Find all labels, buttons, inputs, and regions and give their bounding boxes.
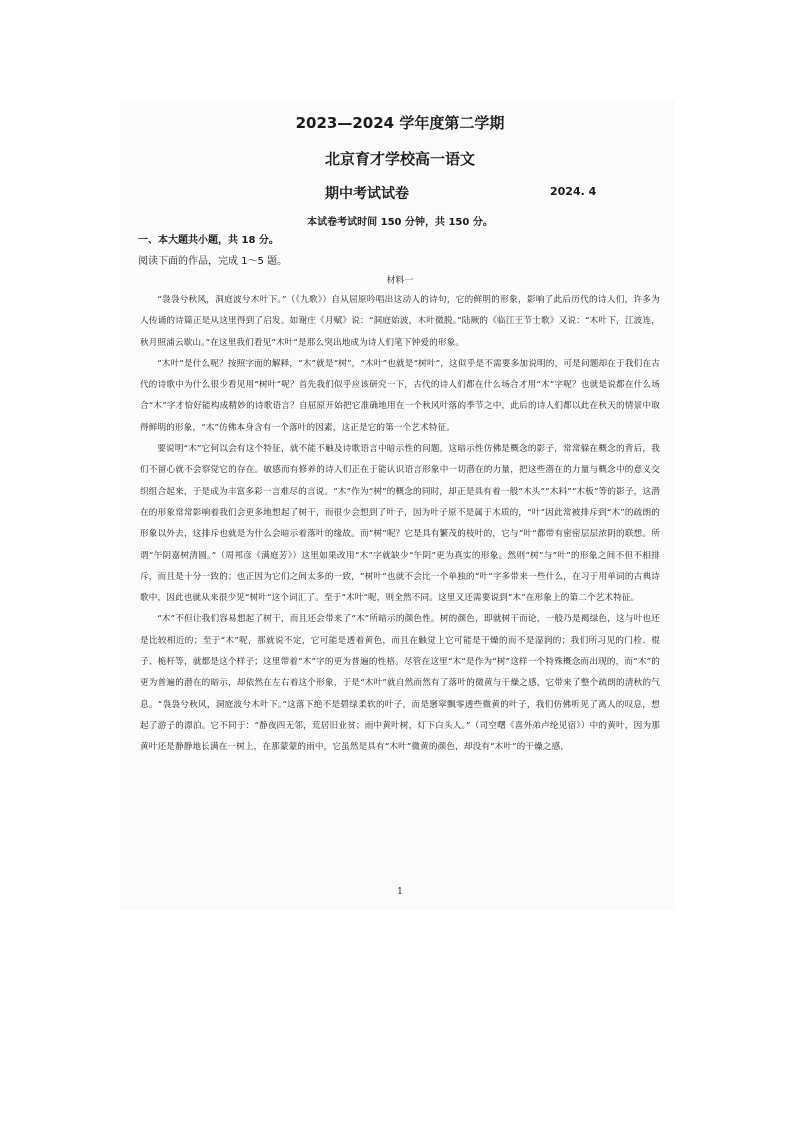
paragraph: 要说明“木”它何以会有这个特征，就不能不触及诗歌语言中暗示性的问题，这暗示性仿佛是概念的影子，常常躲在概念的背后，我们不留心就不会察觉它的存在。敏感而有修养的诗人们正在于能认识语言形象中一切潜在的力量，把这些潜在的力量与概念中的意义交织组合起来，于是成为丰富多彩一言难尽的言说。“木”作为“树”的概念的同时，却正是具有着一般“木头”“木料”“木板”等的影子，这潜在的形象常常影响着我们会更多地想起了树干，而很少会想到了叶子，因为叶子原不是属于木质的，“叶”因此常被排斥到“木”的疏朗的形象以外去，这排斥也就是为什么会暗示着落叶的缘故。而“树”呢？它是具有繁茂的枝叶的，它与“叶”都带有密密层层浓阴的联想。所谓“午阴嘉树清圆。”（周邦彦《满庭芳》）这里如果改用“木”字就缺少“午阴”更为真实的形象。然则“树”与“叶”的形象之间不但不相排斥，而且是十分一致的；也正因为它们之间太多的一致，“树叶”也就不会比一个单独的“叶”字多带来一些什么，在习于用单词的古典诗歌中，因此也就从来很少见“树叶”这个词汇了。至于“木叶”呢，则全然不同。这里又还需要说到“木”在形象上的第二个艺术特征。 xyxy=(140,444,660,604)
page-number: 1 xyxy=(397,887,403,897)
section-instruction: 阅读下面的作品，完成 1～5 题。 xyxy=(138,256,288,267)
exam-note: 本试卷考试时间 150 分钟，共 150 分。 xyxy=(307,217,493,228)
paragraph: “木”不但让我们容易想起了树干，而且还会带来了“木”所暗示的颜色性。树的颜色，即就树干而论，一般乃是褐绿色，这与叶也还是比较相近的；至于“木”呢，那就说不定，它可能是透着黄色，而且在触觉上它可能是干燥的而不是湿润的；我们所习见的门栓、棍子、桅杆等，就都是这个样子；这里带着“木”字的更为普遍的性格。尽管在这里“木”是作为“树”这样一个特殊概念而出现的，而“木”的更为普遍的潜在的暗示，却依然在左右着这个形象，于是“木叶”就自然而然有了落叶的微黄与干燥之感，它带来了整个疏朗的清秋的气息。“袅袅兮秋风，洞庭波兮木叶下。”这落下绝不是碧绿柔软的叶子，而是窸窣飘零透些微黄的叶子，我们仿佛听见了离人的叹息，想起了游子的漂泊。它不同于：“静夜四无邻，荒居旧业贫；雨中黄叶树，灯下白头人。”（司空曙《喜外弟卢纶见宿》）中的黄叶，因为那黄叶还是静静地长满在一树上，在那蒙蒙的雨中，它虽然是具有“木叶”微黄的颜色，却没有“木叶”的干燥之感， xyxy=(140,614,660,753)
title-school: 北京育才学校高一语文 xyxy=(324,150,475,168)
material-text xyxy=(140,290,660,759)
paragraph: “木叶”是什么呢？按照字面的解释，“木”就是“树”，“木叶”也就是“树叶”，这似乎是不需要多加说明的，可是问题却在于我们在古代的诗歌中为什么很少看见用“树叶”呢？首先我们似乎应该研究一下，古代的诗人们都在什么场合才用“木”字呢？也就是说都在什么场合“木”字才恰好能构成精妙的诗歌语言？自屈原开始把它准确地用在一个秋风叶落的季节之中，此后的诗人们都以此在秋天的情景中取得鲜明的形象，“木”仿佛本身含有一个落叶的因素，这正是它的第一个艺术特征。 xyxy=(140,358,660,433)
material-title: 材料一 xyxy=(386,276,414,286)
section-heading: 一、本大题共小题，共 18 分。 xyxy=(138,235,279,246)
paragraph: “袅袅兮秋风，洞庭波兮木叶下。”（《九歌》）自从屈原吟唱出这动人的诗句，它的鲜明的形象，影响了此后历代的诗人们，许多为人传诵的诗篇正是从这里得到了启发。如谢庄《月赋》说：“洞庭始波，木叶微脱。”陆厥的《临江王节士歌》又说：“木叶下，江波连，秋月照浦云歇山。”在这里我们看见“木叶”是那么突出地成为诗人们笔下钟爱的形象。 xyxy=(140,295,660,348)
exam-date: 2024. 4 xyxy=(550,185,597,198)
title-exam: 期中考试试卷 xyxy=(325,186,409,202)
title-year: 2023—2024 学年度第二学期 xyxy=(295,114,505,132)
